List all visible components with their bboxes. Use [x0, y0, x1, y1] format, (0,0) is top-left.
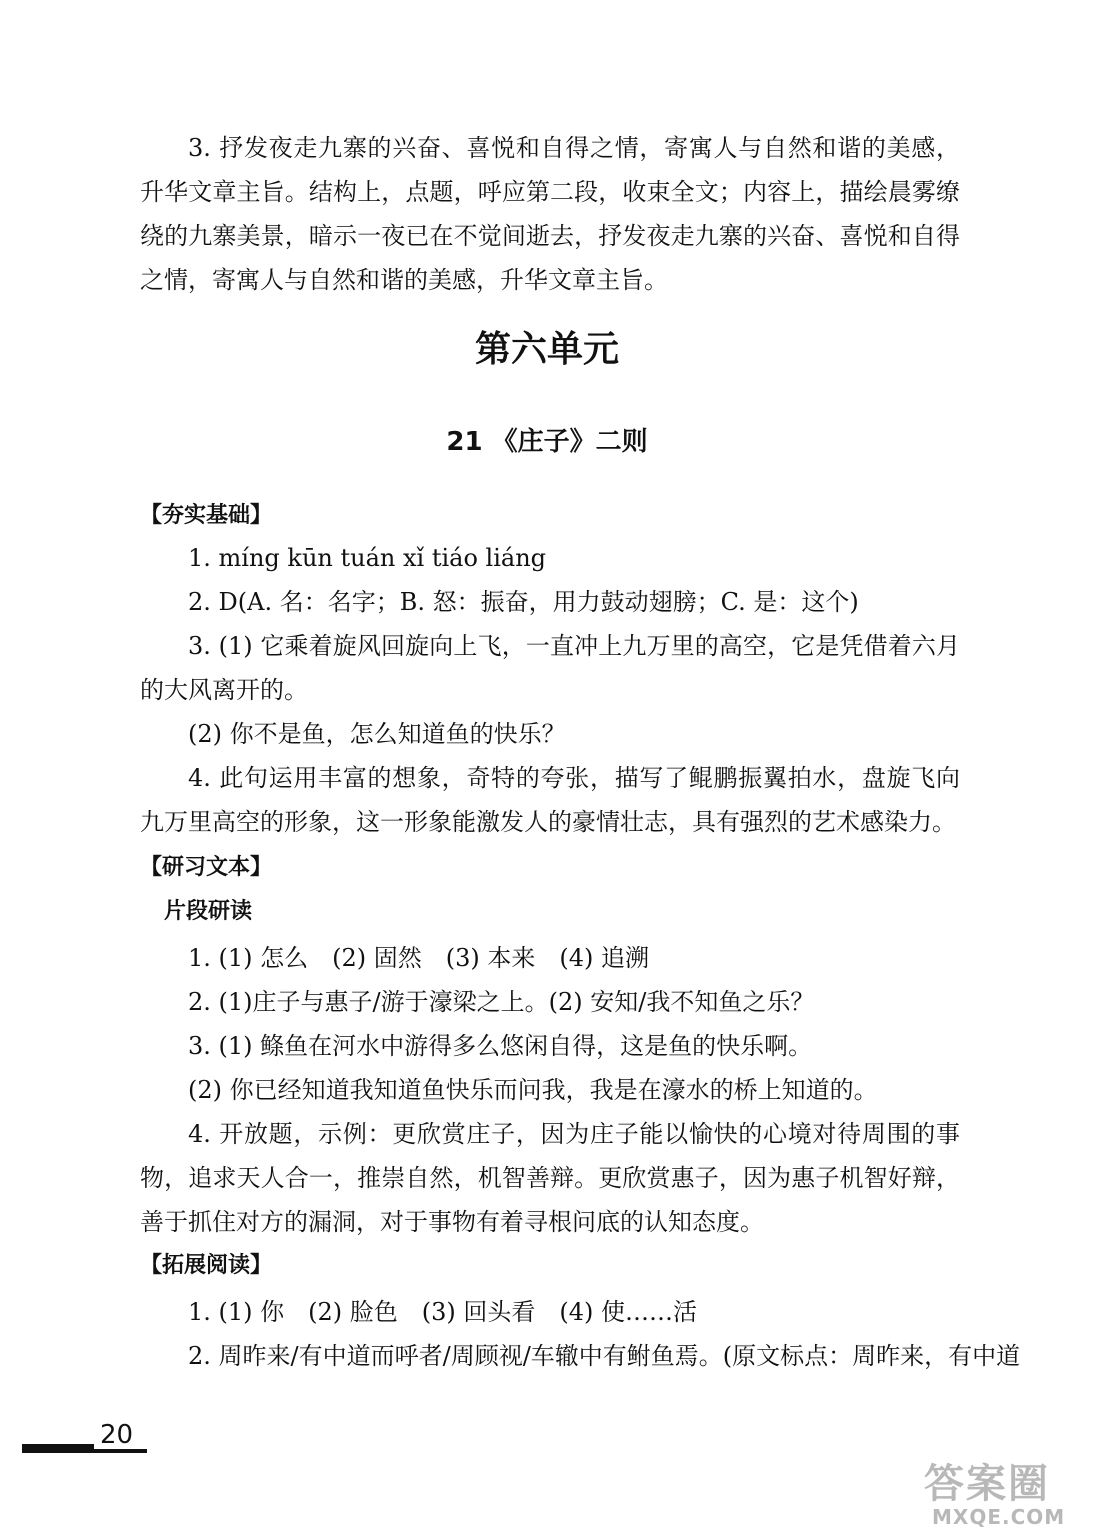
study-item2: 2. (1)庄子与惠子/游于濠梁之上。(2) 安知/我不知鱼之乐？	[188, 988, 815, 1016]
section-heading-foundation: 【夯实基础】	[140, 503, 273, 528]
paragraph-top-item3: 3. 抒发夜走九寨的兴奋、喜悦和自得之情，寄寓人与自然和谐的美感，升华文章主旨。结构上，点题，呼应第二段，收束全文；内容上，描绘晨雾缭绕的九寨美景，暗示一夜已在不觉间逝去，抒发夜走九寨的兴奋、喜悦和自得之情，寄寓人与自然和谐的美感，升华文章主旨。	[140, 134, 960, 294]
study-item3-1: 3. (1) 鲦鱼在河水中游得多么悠闲自得，这是鱼的快乐啊。	[188, 1032, 813, 1060]
footer-rule-thick	[22, 1444, 94, 1453]
foundation-item2: 2. D(A. 名：名字；B. 怒：振奋，用力鼓动翅膀；C. 是：这个)	[188, 588, 859, 616]
extension-item1: 1. (1) 你 (2) 脸色 (3) 回头看 (4) 使……活	[188, 1298, 698, 1326]
section-heading-extension: 【拓展阅读】	[140, 1253, 273, 1278]
study-item3-2: (2) 你已经知道我知道鱼快乐而问我，我是在濠水的桥上知道的。	[188, 1076, 878, 1104]
page-number: 20	[100, 1420, 134, 1450]
watermark-text: 答案圈	[924, 1461, 1050, 1507]
section-heading-study: 【研习文本】	[140, 855, 273, 880]
foundation-item3-1: 3. (1) 它乘着旋风回旋向上飞，一直冲上九万里的高空，它是凭借着六月的大风离开的。	[140, 632, 960, 704]
watermark-logo	[924, 1462, 1084, 1528]
study-item4: 4. 开放题，示例：更欣赏庄子，因为庄子能以愉快的心境对待周围的事物，追求天人合一，推崇自然，机智善辩。更欣赏惠子，因为惠子机智好辩，善于抓住对方的漏洞，对于事物有着寻根问底的认知态度。	[140, 1120, 960, 1236]
unit-title: 第六单元	[474, 329, 619, 370]
extension-item2: 2. 周昨来/有中道而呼者/周顾视/车辙中有鲋鱼焉。(原文标点：周昨来，有中道	[188, 1342, 1021, 1370]
foundation-item3-2: (2) 你不是鱼，怎么知道鱼的快乐？	[188, 720, 566, 748]
lesson-title: 21 《庄子》二则	[446, 427, 648, 457]
foundation-item1: 1. míng kūn tuán xǐ tiáo liáng	[188, 544, 547, 572]
study-item1: 1. (1) 怎么 (2) 固然 (3) 本来 (4) 追溯	[188, 944, 650, 972]
watermark-url: MXQE.COM	[932, 1505, 1066, 1529]
subheading-fragment-reading: 片段研读	[164, 899, 253, 924]
foundation-item4: 4. 此句运用丰富的想象，奇特的夸张，描写了鲲鹏振翼拍水，盘旋飞向九万里高空的形象，这一形象能激发人的豪情壮志，具有强烈的艺术感染力。	[140, 764, 960, 836]
